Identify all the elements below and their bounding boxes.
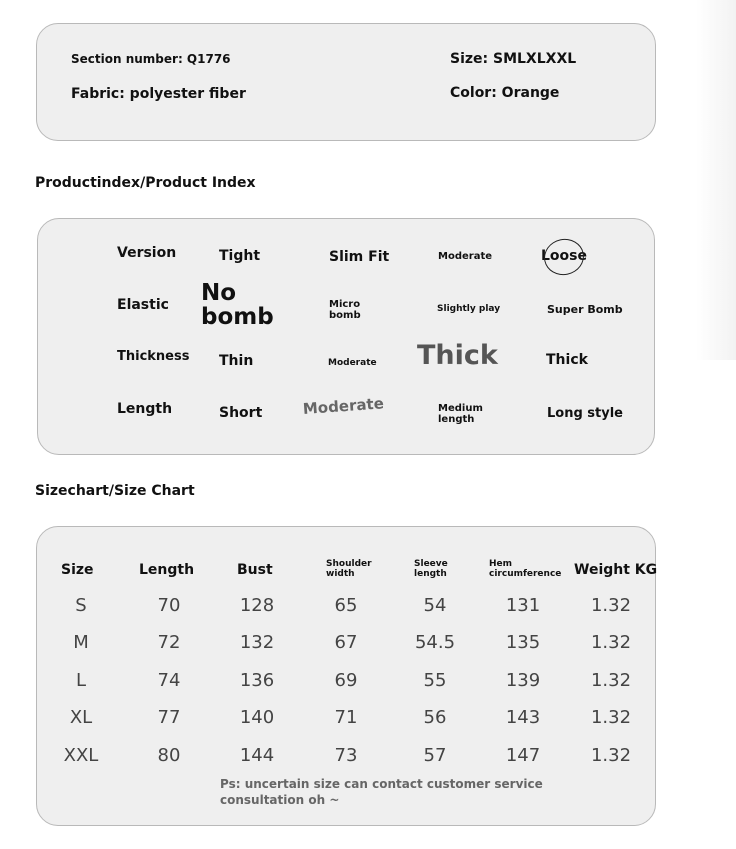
length-cell: 70 [157,595,181,616]
bust-cell: 140 [239,707,275,728]
size-header-shoulder-width: Shoulder width [326,559,372,579]
index-option-moderate: Moderate [328,358,377,368]
length-cell: 72 [157,632,181,653]
index-label-version: Version [117,245,177,261]
size-cell: L [75,670,87,691]
index-option-thick-selected: Thick [417,340,498,371]
page-edge-shade [696,0,736,360]
index-option-tight: Tight [219,248,261,264]
size-cell: M [73,632,89,653]
sleeve-cell: 54.5 [414,632,456,653]
hem-cell: 143 [505,707,541,728]
size-list: Size: SMLXLXXL [450,51,577,67]
shoulder-cell: 71 [334,707,358,728]
index-option-slightly-play: Slightly play [437,304,501,314]
hem-cell: 147 [505,745,541,766]
weight-cell: 1.32 [590,745,632,766]
index-option-moderate-selected: Moderate [302,394,385,418]
shoulder-cell: 67 [334,632,358,653]
index-option-super-bomb: Super Bomb [547,303,623,316]
bust-cell: 144 [239,745,275,766]
shoulder-cell: 69 [334,670,358,691]
product-index-title: Productindex/Product Index [35,175,256,191]
bust-cell: 136 [239,670,275,691]
sleeve-cell: 57 [423,745,447,766]
index-option-thin: Thin [219,353,254,369]
weight-cell: 1.32 [590,670,632,691]
size-header-weight: Weight KG [574,562,658,578]
size-cell: XL [69,707,93,728]
size-cell: XXL [63,745,99,766]
index-option-thick: Thick [546,352,588,368]
product-info-card [36,23,656,141]
hem-cell: 131 [505,595,541,616]
shoulder-cell: 65 [334,595,358,616]
size-header-sleeve-length: Sleeve length [414,559,448,579]
index-option-moderate: Moderate [438,251,493,262]
index-option-short: Short [219,405,263,421]
sleeve-cell: 54 [423,595,447,616]
size-header-hem-circumference: Hem circumference [489,559,562,579]
length-cell: 80 [157,745,181,766]
index-option-no-bomb: No bomb [201,280,274,331]
index-label-elastic: Elastic [117,297,169,313]
size-header-size: Size [61,562,94,578]
size-chart-note: Ps: uncertain size can contact customer service consultation oh ~ [220,777,543,807]
size-cell: S [75,595,87,616]
section-number: Section number: Q1776 [71,52,231,66]
weight-cell: 1.32 [590,595,632,616]
size-header-length: Length [139,562,195,578]
index-option-loose: Loose [541,248,587,264]
sleeve-cell: 56 [423,707,447,728]
shoulder-cell: 73 [334,745,358,766]
fabric: Fabric: polyester fiber [71,86,246,102]
index-label-length: Length [117,401,173,417]
index-option-micro-bomb: Micro bomb [329,299,361,321]
hem-cell: 139 [505,670,541,691]
color: Color: Orange [450,85,560,101]
bust-cell: 128 [239,595,275,616]
size-chart-title: Sizechart/Size Chart [35,483,195,499]
bust-cell: 132 [239,632,275,653]
weight-cell: 1.32 [590,707,632,728]
index-label-thickness: Thickness [117,349,190,364]
weight-cell: 1.32 [590,632,632,653]
size-header-bust: Bust [237,562,273,578]
index-option-long-style: Long style [547,406,624,421]
sleeve-cell: 55 [423,670,447,691]
index-option-slim-fit: Slim Fit [329,249,390,265]
length-cell: 74 [157,670,181,691]
hem-cell: 135 [505,632,541,653]
length-cell: 77 [157,707,181,728]
index-option-medium-length: Medium length [438,403,483,425]
